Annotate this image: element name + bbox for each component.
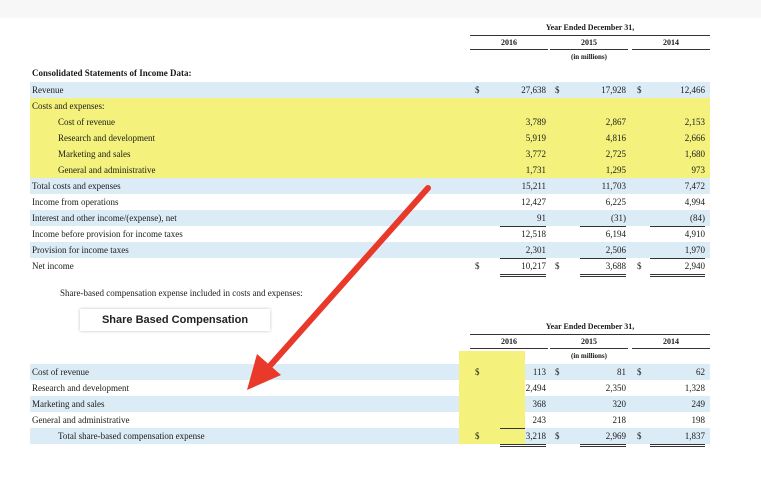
- value-2014: (84): [650, 210, 705, 227]
- dollar-sign: $: [555, 261, 560, 271]
- sbc-note: Share-based compensation expense included in costs and expenses:: [60, 288, 303, 298]
- row-label: Income before provision for income taxes: [32, 229, 183, 239]
- value-2016: 3,772: [525, 149, 546, 159]
- value-2016: 10,217: [500, 258, 546, 277]
- t1-period-header: Year Ended December 31,: [545, 23, 635, 32]
- value-2014: 1,680: [684, 149, 705, 159]
- t2-year-2015: 2015: [581, 337, 597, 346]
- value-2016: 368: [532, 399, 546, 409]
- value-2014: 7,472: [684, 181, 705, 191]
- value-2016: 27,638: [521, 85, 546, 95]
- t2-period-header: Year Ended December 31,: [545, 322, 635, 331]
- value-2014: 4,994: [684, 197, 705, 207]
- value-2014: 1,837: [650, 428, 705, 447]
- value-2015: 3,688: [580, 258, 626, 277]
- value-2016: 2,301: [500, 242, 546, 259]
- dollar-sign: $: [475, 431, 480, 441]
- t1-section-title: Consolidated Statements of Income Data:: [32, 68, 192, 78]
- value-2015: 320: [612, 399, 626, 409]
- row-label: Total share-based compensation expense: [58, 431, 205, 441]
- value-2014: 62: [696, 367, 705, 377]
- dollar-sign: $: [475, 367, 480, 377]
- value-2016: 3,218: [500, 428, 546, 447]
- dollar-sign: $: [555, 85, 560, 95]
- row-label: Marketing and sales: [58, 149, 131, 159]
- value-2015: 6,194: [605, 229, 626, 239]
- t1-year-2015: 2015: [581, 38, 597, 47]
- value-2014: 1,328: [684, 383, 705, 393]
- value-2016: 91: [500, 210, 546, 227]
- t2-year-2016: 2016: [501, 337, 517, 346]
- value-2015: 4,816: [605, 133, 626, 143]
- t2-year-2014: 2014: [663, 337, 679, 346]
- value-2016: 15,211: [521, 181, 546, 191]
- value-2016: 5,919: [525, 133, 546, 143]
- value-2016: 243: [500, 412, 546, 429]
- t1-units: (in millions): [571, 53, 607, 61]
- value-2015: 17,928: [601, 85, 626, 95]
- t2-units: (in millions): [571, 352, 607, 360]
- dollar-sign: $: [637, 431, 642, 441]
- row-label: General and administrative: [58, 165, 156, 175]
- row-label: Income from operations: [32, 197, 119, 207]
- dollar-sign: $: [637, 85, 642, 95]
- value-2014: 1,970: [650, 242, 705, 259]
- row-label: Research and development: [58, 133, 155, 143]
- value-2016: 12,427: [521, 197, 546, 207]
- value-2014: 2,940: [650, 258, 705, 277]
- dollar-sign: $: [637, 261, 642, 271]
- value-2016: 12,518: [521, 229, 546, 239]
- value-2014: 973: [650, 162, 705, 179]
- value-2015: 2,350: [605, 383, 626, 393]
- row-label: Interest and other income/(expense), net: [32, 213, 177, 223]
- value-2016: 1,731: [500, 162, 546, 179]
- value-2015: (31): [580, 210, 626, 227]
- row-label: Total costs and expenses: [32, 181, 121, 191]
- row-label: Net income: [32, 261, 74, 271]
- value-2015: 2,725: [605, 149, 626, 159]
- dollar-sign: $: [475, 261, 480, 271]
- t1-year-2016: 2016: [501, 38, 517, 47]
- value-2015: 81: [617, 367, 626, 377]
- value-2015: 2,506: [580, 242, 626, 259]
- value-2016: 2,494: [525, 383, 546, 393]
- row-label: Cost of revenue: [32, 367, 89, 377]
- dollar-sign: $: [637, 367, 642, 377]
- dollar-sign: $: [555, 367, 560, 377]
- value-2014: 4,910: [684, 229, 705, 239]
- value-2015: 6,225: [605, 197, 626, 207]
- row-label: Provision for income taxes: [32, 245, 129, 255]
- row-label: Marketing and sales: [32, 399, 105, 409]
- t1-year-2014: 2014: [663, 38, 679, 47]
- row-label: Cost of revenue: [58, 117, 115, 127]
- row-label: General and administrative: [32, 415, 130, 425]
- value-2015: 218: [580, 412, 626, 429]
- value-2014: 2,666: [684, 133, 705, 143]
- value-2015: 2,867: [605, 117, 626, 127]
- sbc-callout-label: Share Based Compensation: [80, 309, 270, 331]
- dollar-sign: $: [555, 431, 560, 441]
- value-2016: 3,789: [525, 117, 546, 127]
- value-2014: 198: [650, 412, 705, 429]
- value-2014: 12,466: [680, 85, 705, 95]
- dollar-sign: $: [475, 85, 480, 95]
- row-label: Research and development: [32, 383, 129, 393]
- row-label: Revenue: [32, 85, 64, 95]
- value-2014: 2,153: [684, 117, 705, 127]
- value-2015: 11,703: [601, 181, 626, 191]
- row-label: Costs and expenses:: [32, 101, 105, 111]
- value-2016: 113: [532, 367, 546, 377]
- value-2015: 1,295: [580, 162, 626, 179]
- value-2015: 2,969: [580, 428, 626, 447]
- value-2014: 249: [691, 399, 705, 409]
